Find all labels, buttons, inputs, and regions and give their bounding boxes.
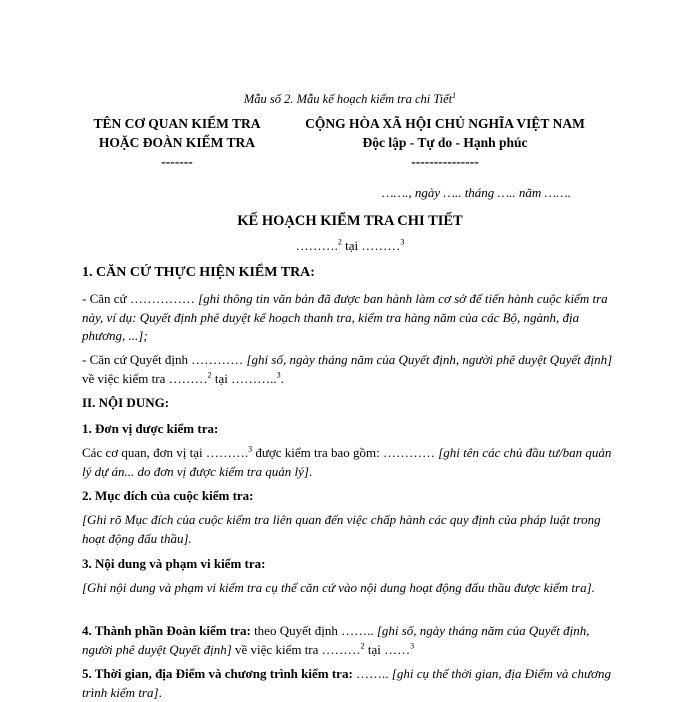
section1-heading: 1. CĂN CỨ THỰC HIỆN KIỂM TRA: [82, 265, 315, 280]
footnote-marker: 1 [452, 90, 457, 100]
subsection2-heading: 2. Mục đích của cuộc kiểm tra: [82, 488, 254, 503]
agency-divider: ------- [161, 154, 193, 169]
nation-divider: --------------- [411, 154, 479, 169]
subsection5-text: 5. Thời gian, địa Điểm và chương trình kiểm tra: …….. [ghi cụ thể thời gian, địa Điểm và chương trình kiểm tra]. [82, 666, 611, 700]
agency-line1: TÊN CƠ QUAN KIỂM TRA [93, 116, 261, 131]
document-subtitle: ……….$^2$ tại ………$^3$ [295, 237, 405, 253]
section1-paragraph2: - Căn cứ Quyết định ………… [ghi số, ngày tháng năm của Quyết định, người phê duyệt Quyết định] về việc kiểm tra ………$^2$ tại ………..$^3$. [82, 352, 613, 386]
nation-line1: CỘNG HÒA XÃ HỘI CHỦ NGHĨA VIỆT NAM [305, 116, 585, 131]
national-motto-block [265, 114, 625, 171]
date-line: ……., ngày ….. tháng ….. năm ……. [382, 185, 571, 200]
nation-line2: Độc lập - Tự do - Hạnh phúc [362, 135, 528, 150]
document-title: KẾ HOẠCH KIỂM TRA CHI TIẾT [237, 213, 463, 229]
section2-heading: II. NỘI DUNG: [82, 395, 170, 410]
subsection3-heading: 3. Nội dung và phạm vi kiểm tra: [82, 556, 266, 571]
subsection2-text: [Ghi rõ Mục đích của cuộc kiểm tra liên quan đến việc chấp hành các quy định của pháp luật trong hoạt động đấu thầu]. [82, 512, 601, 546]
subsection3-text: [Ghi nội dung và phạm vi kiểm tra cụ thể căn cứ vào nội dung hoạt động đấu thầu được kiểm tra]. [82, 580, 595, 595]
agency-block [82, 114, 272, 171]
agency-line2: HOẶC ĐOÀN KIỂM TRA [98, 135, 256, 150]
subsection4-text: 4. Thành phần Đoàn kiểm tra: theo Quyết định …….. [ghi số, ngày tháng năm của Quyết định, người phê duyệt Quyết định] về việc kiểm tra ………$^2$ tại ……$^3$ [82, 623, 590, 657]
section1-paragraph1: - Căn cứ …………… [ghi thông tin văn bản đã được ban hành làm cơ sở để tiến hành cuộc kiểm tra này, ví dụ: Quyết định phê duyệt kế hoạch thanh tra, kiểm tra hàng năm của các Bộ, ngành, địa phương, ...]; [82, 291, 608, 343]
subsection1-text: Các cơ quan, đơn vị tại ……….$^3$ được kiểm tra bao gồm: ………… [ghi tên các chủ đầu tư/ban quản lý dự án... do đơn vị được kiểm tra quản lý]. [82, 444, 612, 479]
form-label: Mẫu số 2. Mẫu kế hoạch kiểm tra chi Tiết$^1$ [243, 90, 457, 106]
subsection1-heading: 1. Đơn vị được kiểm tra: [82, 421, 219, 436]
